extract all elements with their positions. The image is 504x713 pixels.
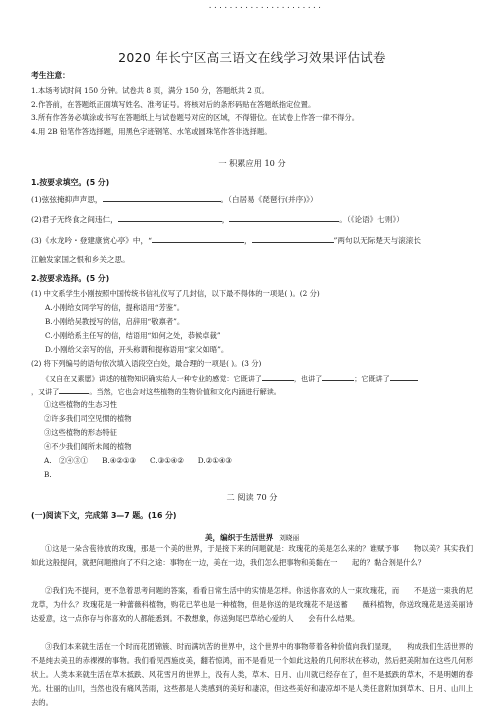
question-1-line-1	[31, 194, 318, 205]
section-heading-1: 一 积累应用 10 分	[218, 158, 286, 168]
passage-text: ，也讲了	[293, 374, 323, 383]
statement-item: ③这些植物的形态特征	[44, 428, 117, 437]
answer-blank[interactable]	[103, 194, 221, 202]
q1-text: ，	[243, 236, 252, 245]
question-2-passage	[42, 373, 418, 384]
q1-text: 。（白居易《琵琶行(并序)》）	[220, 195, 318, 204]
passage-text: ；它既讲了	[354, 374, 390, 383]
notice-item: 1.本场考试时间 150 分钟。试卷共 8 页，满分 150 分，答题纸共 2 页。	[31, 86, 269, 95]
passage-text: 《又自在又素愿》讲述的植物知识确实给人一种专业的感觉：它既讲了	[42, 374, 262, 383]
notice-item: 3.所有作答务必填涂或书写在答题纸上与试卷题号对应的区域，不得错位。在试卷上作答一律不得分。	[31, 113, 360, 122]
option-item: D.小刚给父亲写的信，开头称谓和提称语用“家父如晤”。	[45, 345, 229, 354]
header-dots: ......................	[208, 2, 323, 10]
page-title: 2020 年长宁区高三语文在线学习效果评估试卷	[118, 50, 386, 65]
option-item: B.小刚给吴教授写的信，启辞用“敬禀者”。	[45, 317, 185, 326]
answer-blank[interactable]	[229, 214, 339, 222]
q1-text: 。（《论语》七则》）	[339, 215, 404, 224]
question-1-line-2	[31, 214, 404, 225]
answer-blank[interactable]	[390, 373, 418, 381]
option-c[interactable]: C.③①④②	[149, 456, 184, 465]
question-2-part-2: (2) 将下列编号的语句依次填入语段空白处，最合理的一项是( )。(3 分)	[31, 359, 262, 368]
q1-text: (1)弦弦掩抑声声思，	[31, 195, 103, 204]
question-2-part-1: (1) 中文系学生小刚按照中国传统书信礼仪写了几封信，以下最不得体的一项是( )。(2 分)	[31, 289, 320, 298]
answer-blank[interactable]	[262, 373, 294, 381]
answer-blank[interactable]	[252, 235, 334, 243]
option-d[interactable]: D.②①④③	[197, 456, 232, 465]
question-1-line-4: 江触发家国之恨和乡关之思。	[31, 255, 130, 264]
option-item: C.小刚给系主任写的信，结语用“如何之处，恭候卓裁”	[45, 331, 221, 340]
answer-blank[interactable]	[118, 214, 222, 222]
statement-item: ②许多我们司空见惯的植物	[44, 414, 132, 423]
section-heading-2: 二 阅读 70 分	[226, 492, 278, 502]
article-paragraph-1: ①这是一朵含苞待放的玫瑰，那是一个美的世界，于是接下来的问题就是：玫瑰花的美是怎么来的？谁赋予事 物以美？其实我们如此这般提问，就把问题推向了不归之途：事物在一边，美在一边，我们怎么把事物和美黏在一 起的？黏合剂是什么？	[31, 544, 473, 567]
passage-text: ，又讲了	[31, 387, 60, 396]
statement-item: ④不少我们闻所未闻的植物	[44, 442, 132, 451]
question-2-heading: 2.按要求选择。(5 分)	[31, 274, 110, 283]
option-item: A.小刚给女同学写的信，提称语用“芳鉴”。	[45, 303, 185, 312]
reading-1-heading: (一)阅读下文，完成第 3—7 题。(16 分)	[31, 511, 177, 520]
article-author: 刘晓丽	[279, 534, 300, 542]
passage-text: 。当然，它也会对这些植物的生物价值和文化内涵进行解读。	[89, 387, 281, 396]
answer-blank[interactable]	[59, 386, 89, 394]
statement-item: ①这些植物的生态习性	[44, 400, 117, 409]
notice-heading: 考生注意：	[31, 71, 70, 80]
answer-blank[interactable]	[322, 373, 354, 381]
question-1-heading: 1.按要求填空。(5 分)	[31, 178, 110, 187]
answer-blank[interactable]	[152, 235, 244, 243]
article-paragraph-2: ②我们先不提问，更不急着思考问题的答案，看看日常生活中的实情是怎样。你送你喜欢的人一束玫瑰花，而 不是送一束我的尼龙草，为什么？玫瑰花是一种蕾薇科植物，购花已苹也是一种植物，但是你送的是玫瑰花不是送蓄 薇科植物，你送玫瑰花是送美丽诗达爱意，这一点你存与你喜欢的人都能悉到。不教想象，你送狗尾巴草给心爱的人 会有什么结果。	[31, 586, 473, 623]
question-1-line-3	[31, 235, 421, 246]
option-a[interactable]: A. ②④③①	[44, 456, 89, 465]
q1-text: (3)《水龙吟・登建康赏心亭》中，“	[31, 236, 152, 245]
article-paragraph-3: ③我们本来就生活在一个时而花团锦簇、时而满坑苦的世界中，这个世界中的事物带着各种价值向我们显现， 构成我们生活世界的不是纯去美丑的赤裸裸的事物。我们看见西施皮美，翻若惊鸿，而不是看见一个如此这般的几何形状在移动，然后把美附加在这些几何形状上。人类本来就生活在草木抵跌、风花雪月的世界上，没有人类，草木、日月、山川就已经存在了，但不是抵跌的草木，不是明媚的春光。壮丽的山川，当然也没有痛风苦雨，这些都是人类感到的美好和凄凉，但这些美好和凄凉却不是人类任意附加到草木、日月、山川上去的。	[31, 642, 473, 707]
q1-text: ，	[221, 215, 230, 224]
article-title-text: 美，编织于生活世界	[204, 533, 274, 542]
q1-text: (2)君子无终食之间违仁，	[31, 215, 118, 224]
question-2-passage-cont	[31, 386, 281, 397]
option-b[interactable]: B.④②①③	[102, 456, 136, 465]
answer-options	[44, 456, 246, 466]
notice-item: 2.作答前，在答题纸正面填写姓名、准考证号。将核对后的条形码贴在答题纸指定位置。	[31, 100, 316, 109]
notice-item: 4.用 2B 铅笔作答选择题，用黑色字迹钢笔、水笔或圆珠笔作答非选择题。	[31, 127, 272, 136]
q1-text: ”两句以无际楚天与滚滚长	[333, 236, 421, 245]
answer-tail: B.	[44, 470, 52, 479]
